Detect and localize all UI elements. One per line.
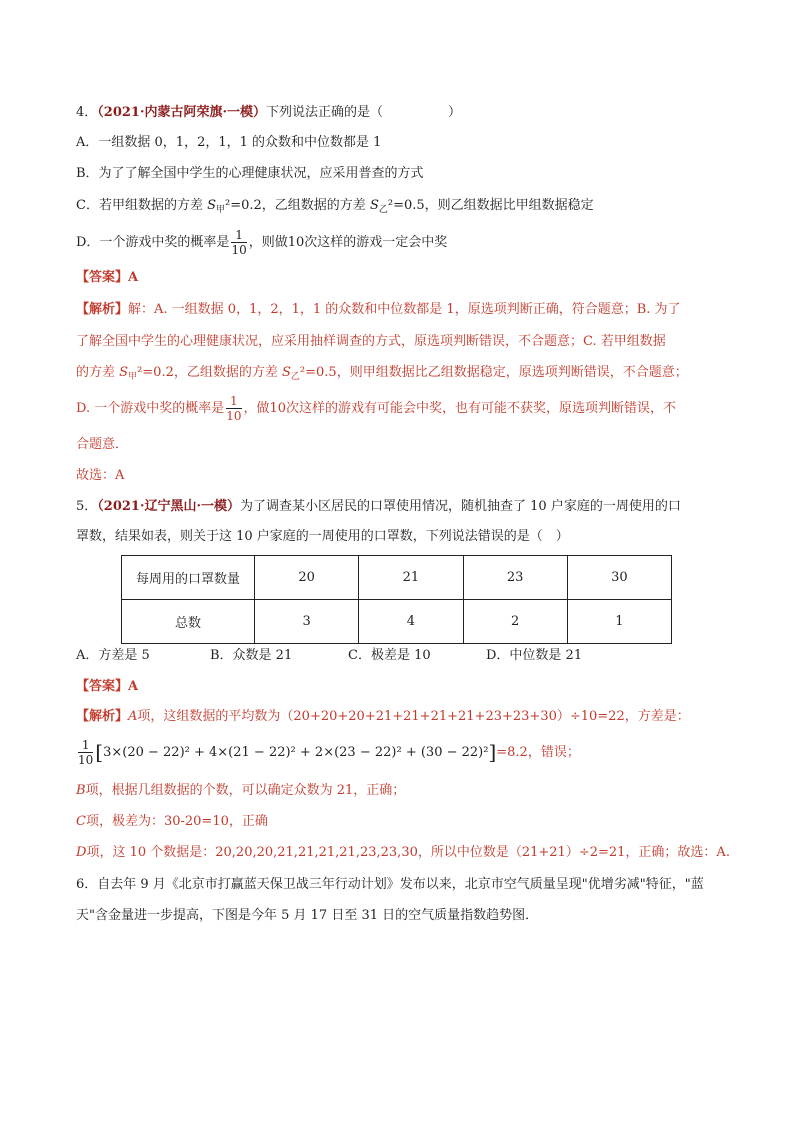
q4-analysis-l4-post: ，做10次这样的游戏有可能会中奖，也有可能不获奖，原选项判断错误，不 <box>243 401 677 416</box>
q4-analysis-line1 <box>76 300 681 320</box>
q5-analysis-d-text: 项，这 10 个数据是：20,20,20,21,21,21,21,23,23,30，所以中位数是（21+21）÷2=21，正确；故选：A. <box>86 845 730 860</box>
table-cell: 每周用的口罩数量 <box>122 556 255 600</box>
q4-analysis-l4-pre: D. 一个游戏中奖的概率是 <box>76 401 225 416</box>
q4-option-d <box>76 228 447 257</box>
formula-bracket-right: ] <box>488 740 497 764</box>
table-cell: 20 <box>255 556 359 600</box>
q5-analysis-b-item: B <box>76 783 86 798</box>
q4-answer: 【答案】A <box>76 270 139 285</box>
q5-choice-a: A．方差是 5 <box>76 648 150 663</box>
fraction-denominator: 10 <box>78 753 94 767</box>
q5-analysis-label: 【解析】 <box>76 709 129 724</box>
q5-stem-line2: 罩数，结果如表，则关于这 10 户家庭的一周使用的口罩数，下列说法错误的是（ ） <box>76 529 569 544</box>
q5-formula <box>76 737 580 768</box>
q4-option-a: A．一组数据 0，1，2，1，1 的众数和中位数都是 1 <box>76 135 382 150</box>
q4-conclusion: 故选：A <box>76 468 125 483</box>
q4-option-d-post: ，则做10次这样的游戏一定会中奖 <box>248 235 448 250</box>
q4-source: （2021·内蒙古阿荣旗·一模） <box>97 105 267 120</box>
q4-analysis-s1-sub: 甲 <box>128 372 138 382</box>
fraction-numerator: 1 <box>231 228 246 243</box>
table-cell: 30 <box>567 556 671 600</box>
q4-analysis-l3-mid: ²=0.2，乙组数据的方差 <box>137 365 278 380</box>
q6-line1: 6．自去年 9 月《北京市打赢蓝天保卫战三年行动计划》发布以来，北京市空气质量呈现"优增劣减"特征，"蓝 <box>76 877 704 892</box>
q5-formula-body: 3×(20 − 22)² + 4×(21 − 22)² + 2×(23 − 22)² + (30 − 22)² <box>103 745 489 760</box>
table-cell: 2 <box>463 600 567 644</box>
table-cell: 3 <box>255 600 359 644</box>
q5-stem-line1 <box>76 497 681 517</box>
q4-analysis-s2: S <box>282 365 291 380</box>
q5-analysis-c-item: C <box>76 814 86 829</box>
table-cell: 21 <box>359 556 463 600</box>
q5-analysis-d-item: D <box>76 845 87 860</box>
q5-analysis-a-item: A <box>128 709 138 724</box>
q4-analysis-line3 <box>76 363 688 387</box>
q4-analysis-line5: 合题意． <box>76 437 129 452</box>
table-cell: 1 <box>567 600 671 644</box>
q4-option-d-fraction <box>231 228 246 257</box>
q4-analysis-l3-pre: 的方差 <box>76 365 116 380</box>
table-cell: 23 <box>463 556 567 600</box>
q4-analysis-l3-post: ²=0.5，则甲组数据比乙组数据稳定，原选项判断错误，不合题意； <box>299 365 688 380</box>
q5-analysis-b-text: 项，根据几组数据的个数，可以确定众数为 21，正确； <box>85 783 406 798</box>
q5-number: 5． <box>76 499 98 514</box>
q4-option-c-s1-sub: 甲 <box>216 205 226 215</box>
q5-choices <box>76 646 582 666</box>
q4-option-b: B．为了了解全国中学生的心理健康状况，应采用普查的方式 <box>76 166 424 181</box>
q4-analysis-line2: 了解全国中学生的心理健康状况，应采用抽样调查的方式，原选项判断错误，不合题意；C. 若甲组数据 <box>76 334 666 349</box>
formula-bracket-left: [ <box>95 740 104 764</box>
q4-option-d-pre: D．一个游戏中奖的概率是 <box>76 235 230 250</box>
q5-analysis-b <box>76 781 405 801</box>
fraction-numerator: 1 <box>78 738 93 753</box>
fraction-denominator: 10 <box>231 243 247 257</box>
table-cell: 4 <box>359 600 463 644</box>
q5-analysis-d <box>76 843 730 863</box>
q4-number: 4． <box>76 105 98 120</box>
q5-answer: 【答案】A <box>76 679 139 694</box>
q4-analysis-s1: S <box>119 365 129 380</box>
q5-analysis-line1 <box>76 707 690 727</box>
q4-analysis-fraction <box>226 394 241 423</box>
q4-option-c-s2-sub: 乙 <box>378 205 388 215</box>
q4-option-c-mid: ²=0.2，乙组数据的方差 <box>225 198 366 213</box>
q5-formula-tail: =8.2，错误； <box>496 745 580 760</box>
fraction-numerator: 1 <box>226 394 241 409</box>
q4-analysis-s2-sub: 乙 <box>290 372 300 382</box>
q5-formula-fraction <box>78 738 93 767</box>
q5-choice-b: B．众数是 21 <box>210 648 293 663</box>
table-cell: 总数 <box>122 600 255 644</box>
q4-option-c-s1: S <box>207 198 216 213</box>
q5-stem-text1: 为了调查某小区居民的口罩使用情况，随机抽查了 10 户家庭的一周使用的口 <box>240 499 681 514</box>
q4-option-c-post: ²=0.5，则乙组数据比甲组数据稳定 <box>387 198 594 213</box>
q4-stem <box>76 103 461 123</box>
q4-option-c-pre: C．若甲组数据的方差 <box>76 198 203 213</box>
q5-source: （2021·辽宁黑山·一模） <box>97 499 241 514</box>
q4-analysis-label: 【解析】 <box>76 302 129 317</box>
mask-usage-table <box>121 555 672 644</box>
q5-choice-c: C．极差是 10 <box>348 648 431 663</box>
table-row <box>122 556 672 600</box>
table-row <box>122 600 672 644</box>
fraction-denominator: 10 <box>226 409 242 423</box>
q4-option-c-s2: S <box>369 198 379 213</box>
q6-line2: 天"含金量进一步提高，下图是今年 5 月 17 日至 31 日的空气质量指数趋势图． <box>76 908 539 923</box>
q4-analysis-line4 <box>76 394 676 423</box>
q5-analysis-a-text: 项，这组数据的平均数为（20+20+20+21+21+21+21+23+23+30）÷10=22，方差是： <box>137 709 690 724</box>
q5-analysis-c-text: 项，极差为：30-20=10，正确 <box>85 814 268 829</box>
q5-choice-d: D．中位数是 21 <box>486 648 583 663</box>
q4-stem-text: 下列说法正确的是（ ） <box>266 105 462 120</box>
q4-analysis-text1: 解：A. 一组数据 0，1，2，1，1 的众数和中位数都是 1，原选项判断正确，符合题意；B. 为了 <box>128 302 681 317</box>
q4-option-c <box>76 196 594 220</box>
q5-analysis-c <box>76 812 268 832</box>
